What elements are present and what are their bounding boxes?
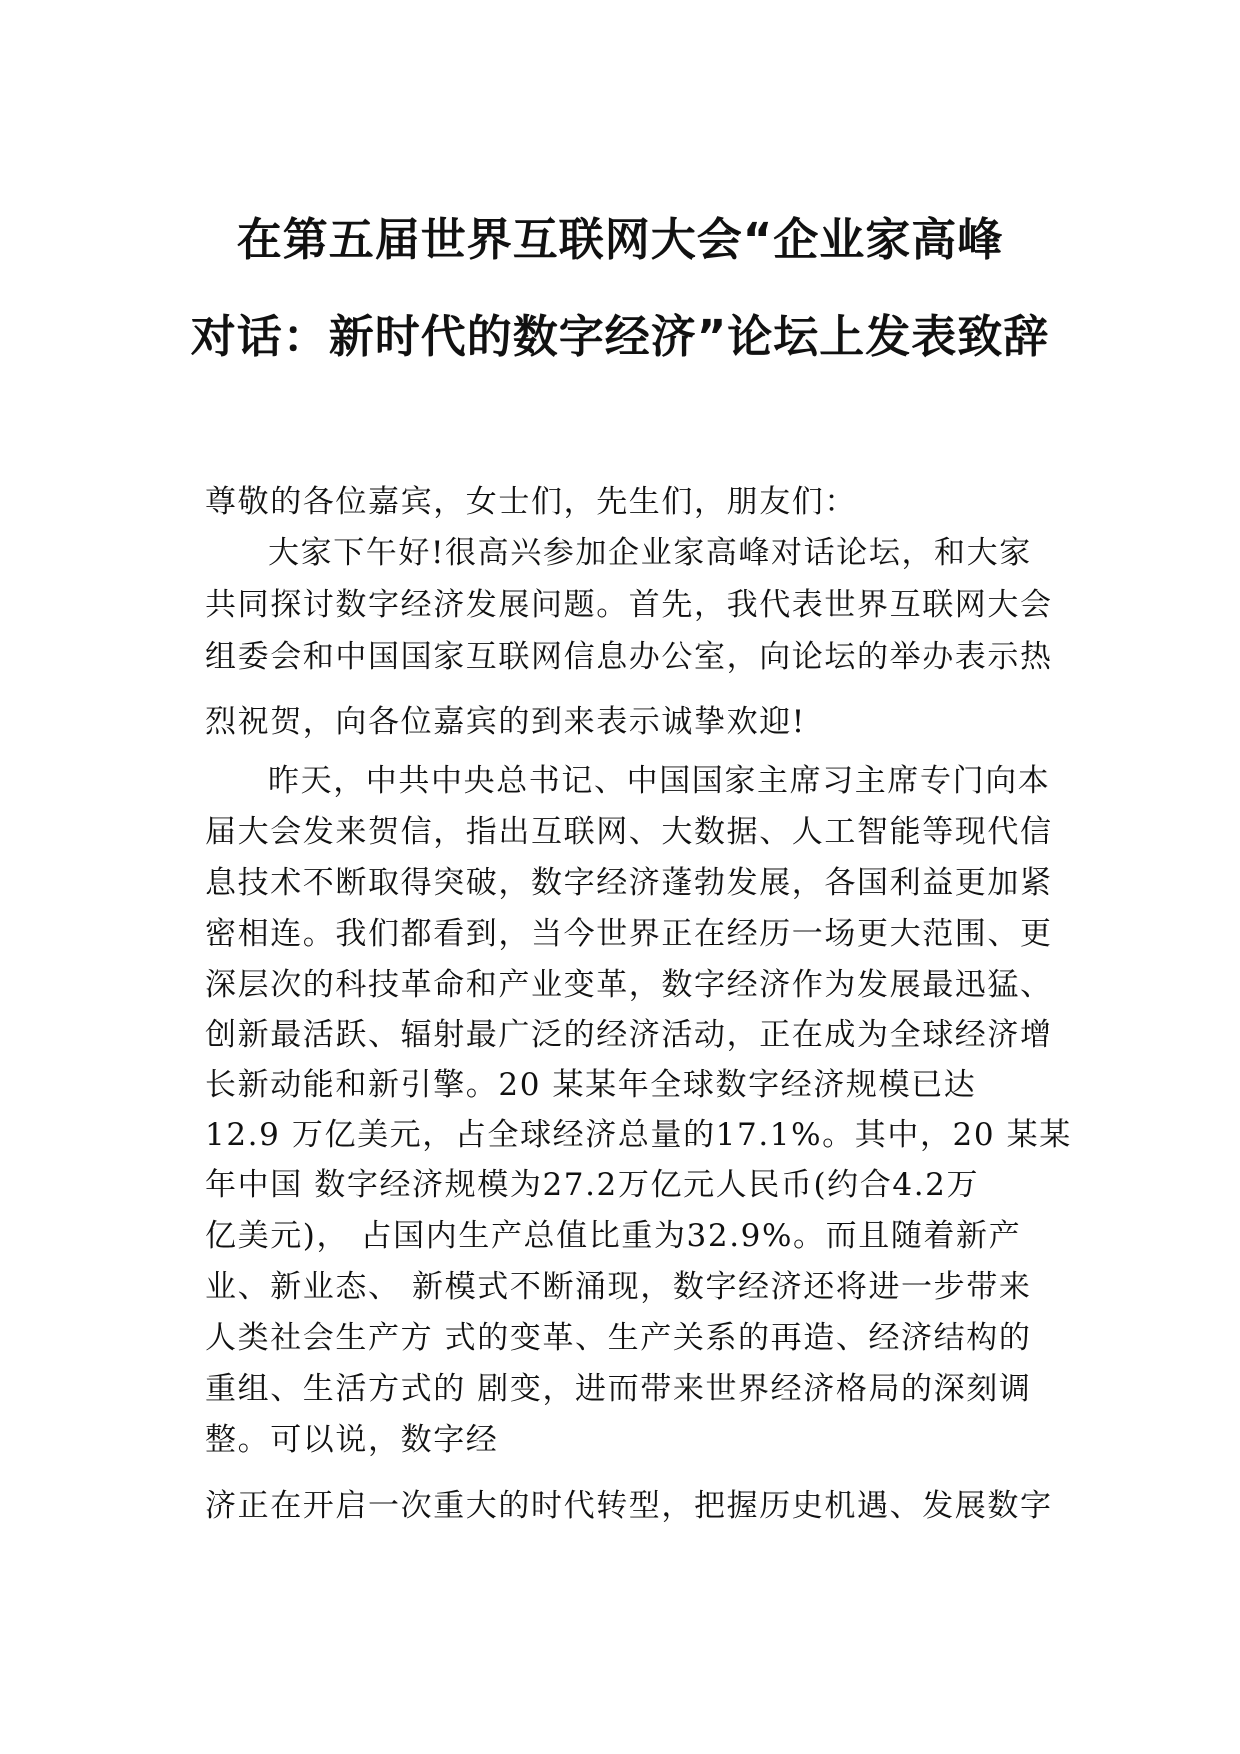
salutation: 尊敬的各位嘉宾，女士们，先生们，朋友们： xyxy=(205,484,857,520)
paragraph-2-line: 业、新业态、 新模式不断涌现，数字经济还将进一步带来 xyxy=(205,1269,1032,1305)
continuation-line: 济正在开启一次重大的时代转型，把握历史机遇、发展数字 xyxy=(205,1488,1053,1524)
paragraph-1-line: 共同探讨数字经济发展问题。首先，我代表世界互联网大会 xyxy=(205,587,1053,623)
paragraph-2-line: 人类社会生产方 式的变革、生产关系的再造、经济结构的 xyxy=(205,1320,1032,1356)
paragraph-2-line: 届大会发来贺信，指出互联网、大数据、人工智能等现代信 xyxy=(205,814,1053,850)
paragraph-2-line: 创新最活跃、辐射最广泛的经济活动，正在成为全球经济增 xyxy=(205,1017,1053,1053)
paragraph-2-line: 12.9 万亿美元，占全球经济总量的17.1%。其中，20 某某 xyxy=(205,1117,1072,1153)
paragraph-2-line: 息技术不断取得突破，数字经济蓬勃发展，各国利益更加紧 xyxy=(205,865,1053,901)
document-title-line-1: 在第五届世界互联网大会“企业家高峰 xyxy=(236,213,1004,266)
paragraph-2-line: 整。可以说，数字经 xyxy=(205,1422,499,1458)
paragraph-1-line: 大家下午好!很高兴参加企业家高峰对话论坛，和大家 xyxy=(268,535,1032,571)
paragraph-2-line: 年中国 数字经济规模为27.2万亿元人民币(约合4.2万 xyxy=(205,1167,980,1203)
paragraph-2-line: 亿美元)， 占国内生产总值比重为32.9%。而且随着新产 xyxy=(205,1218,1022,1254)
paragraph-2-line: 重组、生活方式的 剧变，进而带来世界经济格局的深刻调 xyxy=(205,1371,1032,1407)
paragraph-1-line: 组委会和中国国家互联网信息办公室，向论坛的举办表示热 xyxy=(205,639,1053,675)
paragraph-2-line: 昨天，中共中央总书记、中国国家主席习主席专门向本 xyxy=(268,763,1051,799)
paragraph-2-line: 密相连。我们都看到，当今世界正在经历一场更大范围、更 xyxy=(205,916,1053,952)
paragraph-2-line: 长新动能和新引擎。20 某某年全球数字经济规模已达 xyxy=(205,1067,977,1103)
paragraph-2-line: 深层次的科技革命和产业变革，数字经济作为发展最迅猛、 xyxy=(205,967,1053,1003)
document-title-line-2: 对话：新时代的数字经济”论坛上发表致辞 xyxy=(190,310,1050,363)
paragraph-1-line: 烈祝贺，向各位嘉宾的到来表示诚挚欢迎! xyxy=(205,704,806,740)
